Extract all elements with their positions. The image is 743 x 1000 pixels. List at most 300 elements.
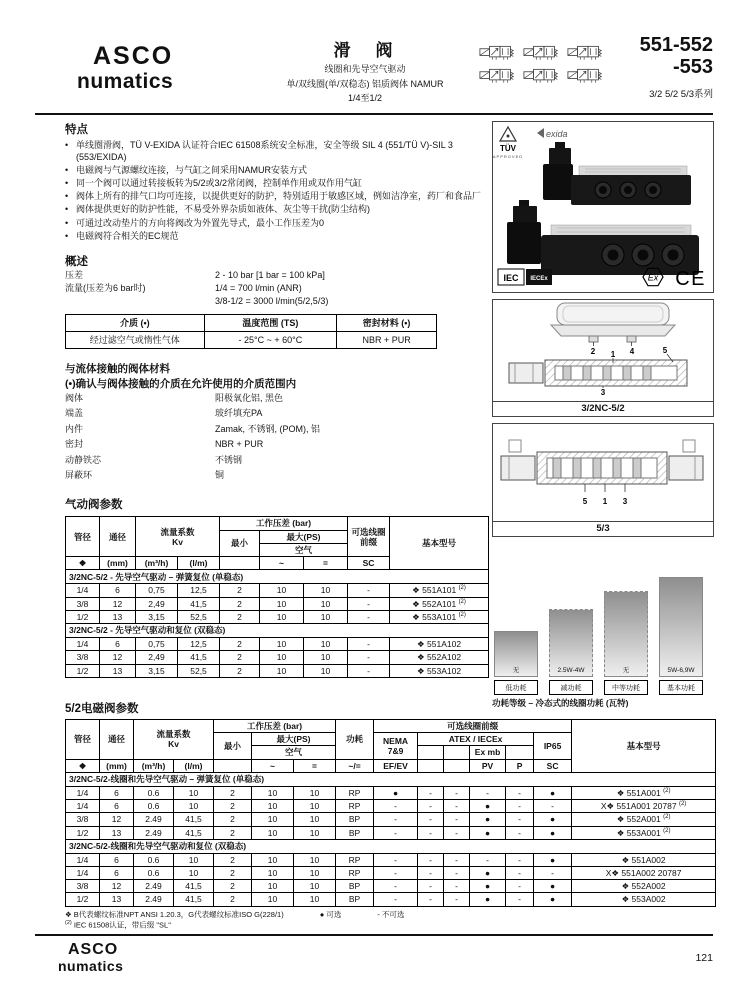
port-label: 5 [662,346,668,355]
cell: 10 [304,610,348,623]
port-label: 2 [590,347,596,356]
model-cell: ❖ 552A102 [390,651,489,664]
cell: 10 [294,826,336,839]
cell: 13 [100,610,136,623]
cell: BP [336,826,374,839]
cell: - [374,867,418,880]
cell: - [444,800,470,813]
model-cell: ❖ 552A002 [572,880,716,893]
bullet-icon: • [65,191,69,202]
cell: ● [470,867,506,880]
model-cell: X❖ 551A002 20787 [572,867,716,880]
cell: - [418,800,444,813]
cell: 2 [220,638,260,651]
cell: ● [470,813,506,826]
unit-cell: (m³/h) [136,557,178,570]
power-bar: 2.5W-4W [549,609,593,677]
cell: 2 [214,813,252,826]
port-label: 3 [622,497,628,506]
cell: 6 [100,867,134,880]
cell: 10 [252,786,294,799]
cell: 3/8 [66,880,100,893]
power-class-label: 减功耗 [549,680,593,695]
page-number: 121 [695,952,713,964]
cell: 10 [304,638,348,651]
cell: 2 [214,786,252,799]
cell: - [506,853,534,866]
features-heading: 特点 [65,124,88,136]
spec-value: 2 - 10 bar [1 bar = 100 kPa] [215,269,325,280]
section-diagram-1 [492,299,714,417]
cell: - [418,880,444,893]
feature-text: 可通过改动垫片的方向将阀改为外置先导式，最小工作压差为0 [76,217,325,228]
list-item [65,178,488,190]
cell: 1/4 [66,867,100,880]
section-drawing [493,300,713,396]
table-row [66,638,489,651]
cell: 41,5 [174,826,214,839]
feature-text: 单线圈滑阀，TÜ V-EXIDA 认证符合IEC 61508系统安全标准，安全等级 SIL 4 (551/TÜ V)-SIL 3 (553/EXIDA) [76,140,453,162]
valve-symbol-icon [478,44,520,64]
table-row [66,867,716,880]
svg-text:Ex: Ex [647,272,659,283]
material-row [65,391,488,406]
cell: 6 [100,800,134,813]
column-header [506,746,534,759]
column-header: 基本型号 [572,720,716,773]
table-row [66,893,716,906]
column-header: 可选线圈前缀 [348,517,390,557]
material-label: 端盖 [65,408,84,419]
footer-rule [35,934,713,936]
unit-cell: ~ [260,557,304,570]
cell: - [374,800,418,813]
column-header: 基本型号 [390,517,489,570]
column-header: 最小 [214,733,252,759]
footnote-iec: $^{(2)}$ IEC 61508认证，带后缀 "SL" [65,920,171,930]
cell: 0,75 [136,638,178,651]
cell: ● [534,853,572,866]
cell: - [418,813,444,826]
table-row [66,813,716,826]
section-row: 3/2NC-5/2-线圈和先导空气驱动 – 弹簧复位 (单稳态) [66,772,716,786]
cell: 12 [100,880,134,893]
cell: 2.49 [134,813,174,826]
cell: 1/2 [66,664,100,677]
cell: 2 [214,800,252,813]
header [35,34,713,112]
spec-label: 压差 [65,269,84,280]
material-label: 内件 [65,423,84,434]
cell: 12,5 [178,638,220,651]
cell: 10 [260,610,304,623]
list-item [65,231,488,243]
cell: 10 [304,651,348,664]
column-header: 通径 [100,720,134,760]
cell: 52,5 [178,610,220,623]
cell: 0.6 [134,800,174,813]
cell: 13 [100,664,136,677]
cell: BP [336,880,374,893]
model-cell: ❖ 553A002 [572,893,716,906]
bullet-icon: • [65,178,69,189]
cell: - [418,826,444,839]
power-bars [494,577,712,677]
list-item [65,165,488,177]
cell: 10 [252,800,294,813]
unit-cell: ❖ [66,557,100,570]
material-row [65,468,488,483]
cell: 2 [220,610,260,623]
cell: RP [336,800,374,813]
unit-cell [220,557,260,570]
spec-value: 3/8-1/2 = 3000 l/min(5/2,5/3) [215,295,329,306]
cell: ● [534,786,572,799]
material-value: 不锈钢 [215,454,243,465]
cell: ● [534,826,572,839]
cell: - [348,597,390,610]
unit-cell: (l/m) [178,557,220,570]
port-label: 4 [629,347,635,356]
cell: - [418,867,444,880]
section-drawing [493,424,713,516]
material-value: 阳极氧化铝, 黑色 [215,392,284,403]
cell: - [418,893,444,906]
table-row [66,331,437,348]
legend-available: ● 可选 [319,909,342,919]
cell: RP [336,786,374,799]
port-label: 1 [602,497,608,506]
kv-label: 流量系数 [156,729,191,740]
cell: 3/8 [66,813,100,826]
cell: - [534,867,572,880]
unit-cell: ~ [252,759,294,772]
cell: 10 [252,880,294,893]
model-cell: ❖ 551A001 $^{(2)}$ [572,786,716,799]
cell: - [444,867,470,880]
cell: 10 [252,813,294,826]
overview-heading: 概述 [65,255,88,268]
unit-cell: EF/EV [374,759,418,772]
power-class-label: 低功耗 [494,680,538,695]
cell: - [534,800,572,813]
cell: 2 [214,826,252,839]
table-header-row [66,314,437,331]
cell: - [374,893,418,906]
cell: BP [336,813,374,826]
cell: 经过滤空气或惰性气体 [66,331,205,348]
cell: 6 [100,786,134,799]
cell: 41,5 [174,893,214,906]
cell: 3,15 [136,610,178,623]
column-header: 最大(PS) [260,530,348,543]
iecex-logo [526,269,552,285]
cell: 10 [174,867,214,880]
power-class-label: 中等功耗 [604,680,648,695]
cell: 10 [174,853,214,866]
svg-text:APPROVED: APPROVED [493,154,524,159]
column-header [418,746,444,759]
cell: - [374,853,418,866]
footnotes [65,910,715,932]
valve-schematic-symbols [478,44,616,87]
feature-text: 电磁阀符合相关的EC规范 [76,230,179,241]
cell: 1/4 [66,786,100,799]
cell: 10 [252,853,294,866]
spec-row [65,269,488,282]
table-row [66,664,489,677]
port-label: 5 [582,497,588,506]
cell: 2 [220,651,260,664]
svg-text:IECEx: IECEx [530,276,548,282]
cell: - [348,638,390,651]
valve-symbol-icon [522,44,564,64]
footnote-thread: ❖ B代表螺纹标准NPT ANSI 1.20.3，G代表螺纹标准ISO G(228/1) [65,909,284,919]
cell: NBR + PUR [337,331,437,348]
cell: - [374,880,418,893]
model-cell: ❖ 551A002 [572,853,716,866]
materials-note: (•)确认与阀体接触的介质在允许使用的介质范围内 [65,377,297,390]
table-row [66,853,716,866]
valve-symbol-icon [478,67,520,87]
brand-line1: ASCO [93,42,174,70]
cell: 13 [100,826,134,839]
column-header: 工作压差 (bar) [220,517,348,530]
spec-row [65,282,488,295]
material-value: 铜 [215,469,225,480]
material-row [65,453,488,468]
cell: 41,5 [174,813,214,826]
column-header: 功耗 [336,720,374,760]
cell: 1/4 [66,638,100,651]
cell: ● [470,880,506,893]
table-row [66,826,716,839]
page-title: 滑 阀 [333,41,397,60]
section-row: 3/2NC-5/2 - 先导空气驱动 – 弹簧复位 (单稳态) [66,570,489,584]
cell: - [444,826,470,839]
cell: - [506,786,534,799]
cell: 1/2 [66,893,100,906]
model-cell: ❖ 553A101 $^{(2)}$ [390,610,489,623]
cell: 10 [294,800,336,813]
cell: 3,15 [136,664,178,677]
bullet-icon: • [65,204,69,215]
cell: 10 [294,853,336,866]
cell: - [348,610,390,623]
cell: BP [336,893,374,906]
cell: ● [534,893,572,906]
column-header: 管径 [66,720,100,760]
power-bar: 无 [604,591,648,677]
valve-photo-large [507,200,699,275]
unit-cell: ~/= [336,759,374,772]
unit-cell: P [506,759,534,772]
cell: ● [534,880,572,893]
table-row [66,597,489,610]
column-header: 空气 [252,746,336,759]
cell: 10 [304,584,348,597]
column-header: 最大(PS) [252,733,336,746]
series-number-1: 551-552 [639,34,713,56]
material-label: 阀体 [65,392,84,403]
brand-line2: numatics [77,70,174,93]
column-header [136,517,220,557]
solenoid-section [65,700,715,931]
cell: 10 [304,597,348,610]
bullet-icon: • [65,217,69,228]
material-label: 动静铁芯 [65,454,102,465]
cell: 1/4 [66,800,100,813]
unit-cell: SC [348,557,390,570]
bullet-icon: • [65,230,69,241]
model-cell: ❖ 552A101 $^{(2)}$ [390,597,489,610]
model-cell: X❖ 551A001 20787 $^{(2)}$ [572,800,716,813]
cell: 10 [252,826,294,839]
header-rule [35,113,713,115]
list-item [65,140,488,163]
section-row: 3/2NC-5/2 - 先导空气驱动和复位 (双稳态) [66,623,489,637]
cell: 2 [214,893,252,906]
cell: 6 [100,584,136,597]
column-header: IP65 [534,733,572,759]
side-column [492,121,714,709]
cell: - [348,584,390,597]
cell: - [418,853,444,866]
cell: ● [534,813,572,826]
section-diagram-2 [492,423,714,537]
column-header: 管径 [66,517,100,557]
table-row [66,651,489,664]
list-item [65,218,488,230]
cell: 41,5 [178,651,220,664]
cell: - [348,664,390,677]
material-value: NBR + PUR [215,439,264,450]
cell: 1/2 [66,610,100,623]
product-photo-panel [492,121,714,293]
unit-cell: = [304,557,348,570]
cell: 0.6 [134,867,174,880]
spec-value: 1/4 = 700 l/min (ANR) [215,282,302,293]
column-header: 空气 [260,543,348,556]
cell: 10 [304,664,348,677]
cell: - [444,813,470,826]
table-row [66,800,716,813]
table-header-row [66,517,489,530]
cell: 2 [220,664,260,677]
cell: - [444,786,470,799]
brand-line1: ASCO [68,941,119,958]
cell: - [470,853,506,866]
unit-cell [418,759,444,772]
ce-mark: CE [675,268,706,290]
table-row [66,786,716,799]
pneumatic-heading: 气动阀参数 [65,499,123,512]
model-cell: ❖ 553A102 [390,664,489,677]
power-class-label: 基本功耗 [659,680,703,695]
iec-logo [498,269,524,285]
cell: - [506,800,534,813]
solenoid-heading: 5/2电磁阀参数 [65,703,139,715]
column-header: 温度范围 (TS) [204,314,337,331]
svg-text:IEC: IEC [503,273,519,283]
column-header: 工作压差 (bar) [214,720,336,733]
unit-cell: SC [534,759,572,772]
cell: 10 [174,800,214,813]
column-header: Ex mb [470,746,506,759]
svg-text:exida: exida [546,129,568,139]
diagram-caption: 3/2NC-5/2 [493,401,713,416]
diagram-caption: 5/3 [493,521,713,536]
cell: 0.6 [134,853,174,866]
table-row [66,584,489,597]
cell: 13 [100,893,134,906]
series-subtitle: 3/2 5/2 5/3系列 [649,89,713,100]
column-header: 可选线圈前缀 [374,720,572,733]
cell: 10 [174,786,214,799]
port-label: 1 [610,350,616,359]
column-header: ATEX / IECEx [418,733,534,746]
material-row [65,422,488,437]
footer-asco-numatics-logo [58,942,123,973]
cell: 52,5 [178,664,220,677]
power-bar: 5W-6,9W [659,577,703,677]
cell: 2 [220,584,260,597]
column-header: 介质 (•) [66,314,205,331]
list-item [65,204,488,216]
materials-heading: 与流体接触的阀体材料 [65,362,170,375]
cell: 3/8 [66,651,100,664]
cell: 10 [260,597,304,610]
cell: RP [336,853,374,866]
model-cell: ❖ 551A102 [390,638,489,651]
cell: 10 [252,893,294,906]
main-column [65,121,488,678]
cell: 0.6 [134,786,174,799]
cell: - [444,880,470,893]
cell: ● [374,786,418,799]
cell: 1/4 [66,853,100,866]
model-cell: ❖ 553A001 $^{(2)}$ [572,826,716,839]
unit-cell: ❖ [66,759,100,772]
tuv-approved-logo [493,127,523,159]
cell: 2.49 [134,880,174,893]
table-header-row [66,720,716,733]
cell: 41,5 [174,880,214,893]
cell: 10 [294,880,336,893]
column-header: 最小 [220,530,260,556]
cell: 2 [220,597,260,610]
exida-logo [537,128,568,139]
power-class-chart [492,577,714,709]
cell: ● [470,893,506,906]
cell: 2.49 [134,826,174,839]
cell: - 25°C ~ + 60°C [204,331,337,348]
unit-cell: PV [470,759,506,772]
unit-cell: = [294,759,336,772]
asco-numatics-logo [77,44,173,92]
section-row: 3/2NC-5/2-线圈和先导空气驱动和复位 (双稳态) [66,839,716,853]
solenoid-table [65,719,716,907]
power-chart-caption: 功耗等级 – 冷态式的线圈功耗 (瓦特) [492,698,629,708]
feature-text: 阀体上所有的排气口均可连接，以提供更好的防护，特别适用于敏感区域，例如洁净室，药厂和食品厂 [76,191,482,202]
column-header: 通径 [100,517,136,557]
material-value: Zamak, 不锈钢, (POM), 铝 [215,423,321,434]
power-bar: 无 [494,631,538,677]
feature-text: 电磁阀与气源螺纹连接，与气缸之间采用NAMUR安装方式 [76,164,307,175]
kv-label: 流量系数 [160,526,195,537]
unit-cell [214,759,252,772]
cell: 10 [260,584,304,597]
